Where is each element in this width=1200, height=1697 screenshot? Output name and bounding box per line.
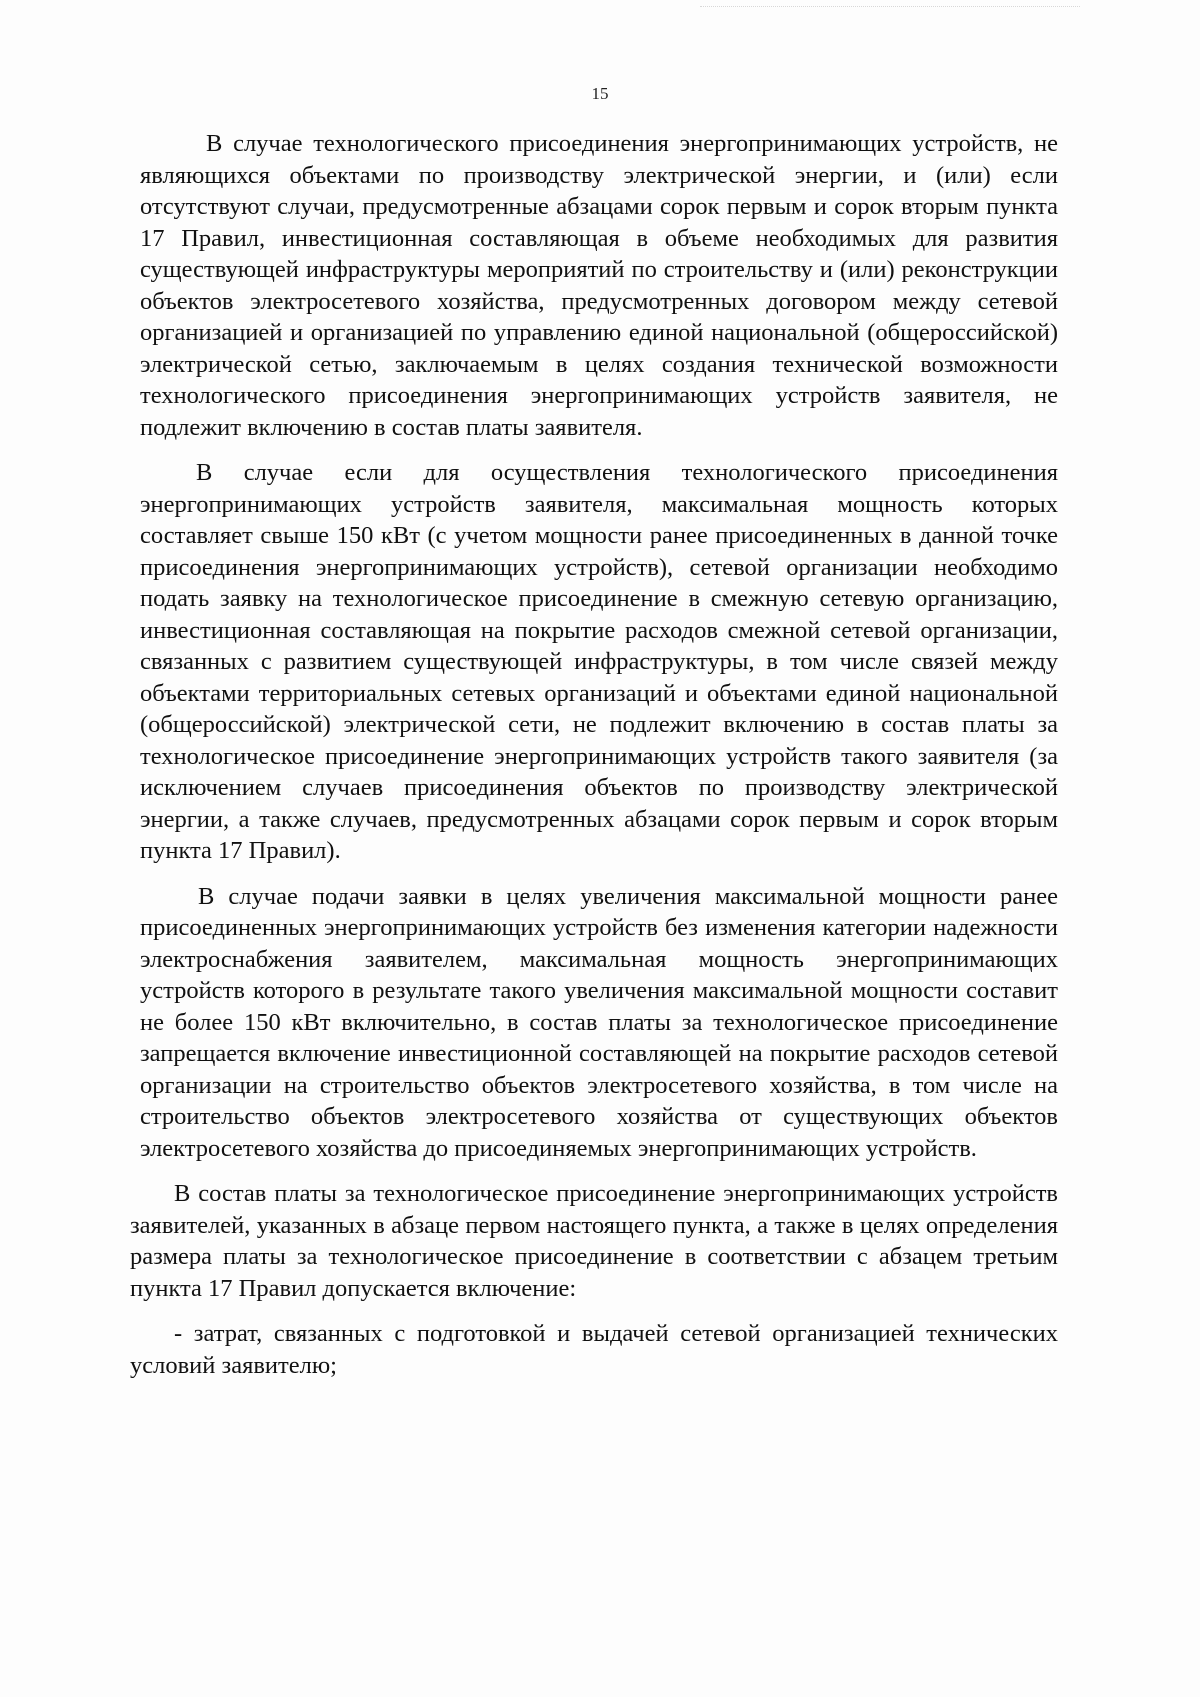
paragraph: В состав платы за технологическое присоединение энергопринимающих устройств заявителей, указанных в абзаце первом настоящего пункта, а также в целях определения размера платы за технологическое присоединение в соответствии с абзацем третьим пункта 17 Правил допускается включение: (130, 1180, 1058, 1302)
paragraph: В случае технологического присоединения энергопринимающих устройств, не являющихся объектами по производству электрической энергии, и (или) если отсутствуют случаи, предусмотренные абзацами сорок первым и сорок вторым пункта 17 Правил, инвестиционная составляющая в объеме необходимых для развития существующей инфраструктуры мероприятий по строительству и (или) реконструкции объектов электросетевого хозяйства, предусмотренных договором между сетевой организацией и организацией по управлению единой национальной (общероссийской) электрической сетью, заключаемым в целях создания технической возможности технологического присоединения энергопринимающих устройств заявителя, не подлежит включению в состав платы заявителя. (140, 130, 1058, 441)
scan-artifact (700, 6, 1080, 10)
document-body (130, 128, 1058, 1395)
list-item: - затрат, связанных с подготовкой и выдачей сетевой организацией технических условий заявителю; (130, 1320, 1058, 1379)
page-number: 15 (591, 84, 609, 103)
paragraph: В случае подачи заявки в целях увеличения максимальной мощности ранее присоединенных энергопринимающих устройств без изменения категории надежности электроснабжения заявителем, максимальная мощность энергопринимающих устройств которого в результате такого увеличения максимальной мощности составит не более 150 кВт включительно, в состав платы за технологическое присоединение запрещается включение инвестиционной составляющей на покрытие расходов сетевой организации на строительство объектов электросетевого хозяйства, в том числе на строительство объектов электросетевого хозяйства от существующих объектов электросетевого хозяйства до присоединяемых энергопринимающих устройств. (140, 882, 1058, 1162)
paragraph: В случае если для осуществления технологического присоединения энергопринимающих устройств заявителя, максимальная мощность которых составляет свыше 150 кВт (с учетом мощности ранее присоединенных в данной точке присоединения энергопринимающих устройств), сетевой организации необходимо подать заявку на технологическое присоединение в смежную сетевую организацию, инвестиционная составляющая на покрытие расходов смежной сетевой организации, связанных с развитием существующей инфраструктуры, в том числе связей между объектами территориальных сетевых организаций и объектами единой национальной (общероссийской) электрической сети, не подлежит включению в состав платы за технологическое присоединение энергопринимающих устройств такого заявителя (за исключением случаев присоединения объектов по производству электрической энергии, а также случаев, предусмотренных абзацами сорок первым и сорок вторым пункта 17 Правил). (140, 459, 1058, 864)
